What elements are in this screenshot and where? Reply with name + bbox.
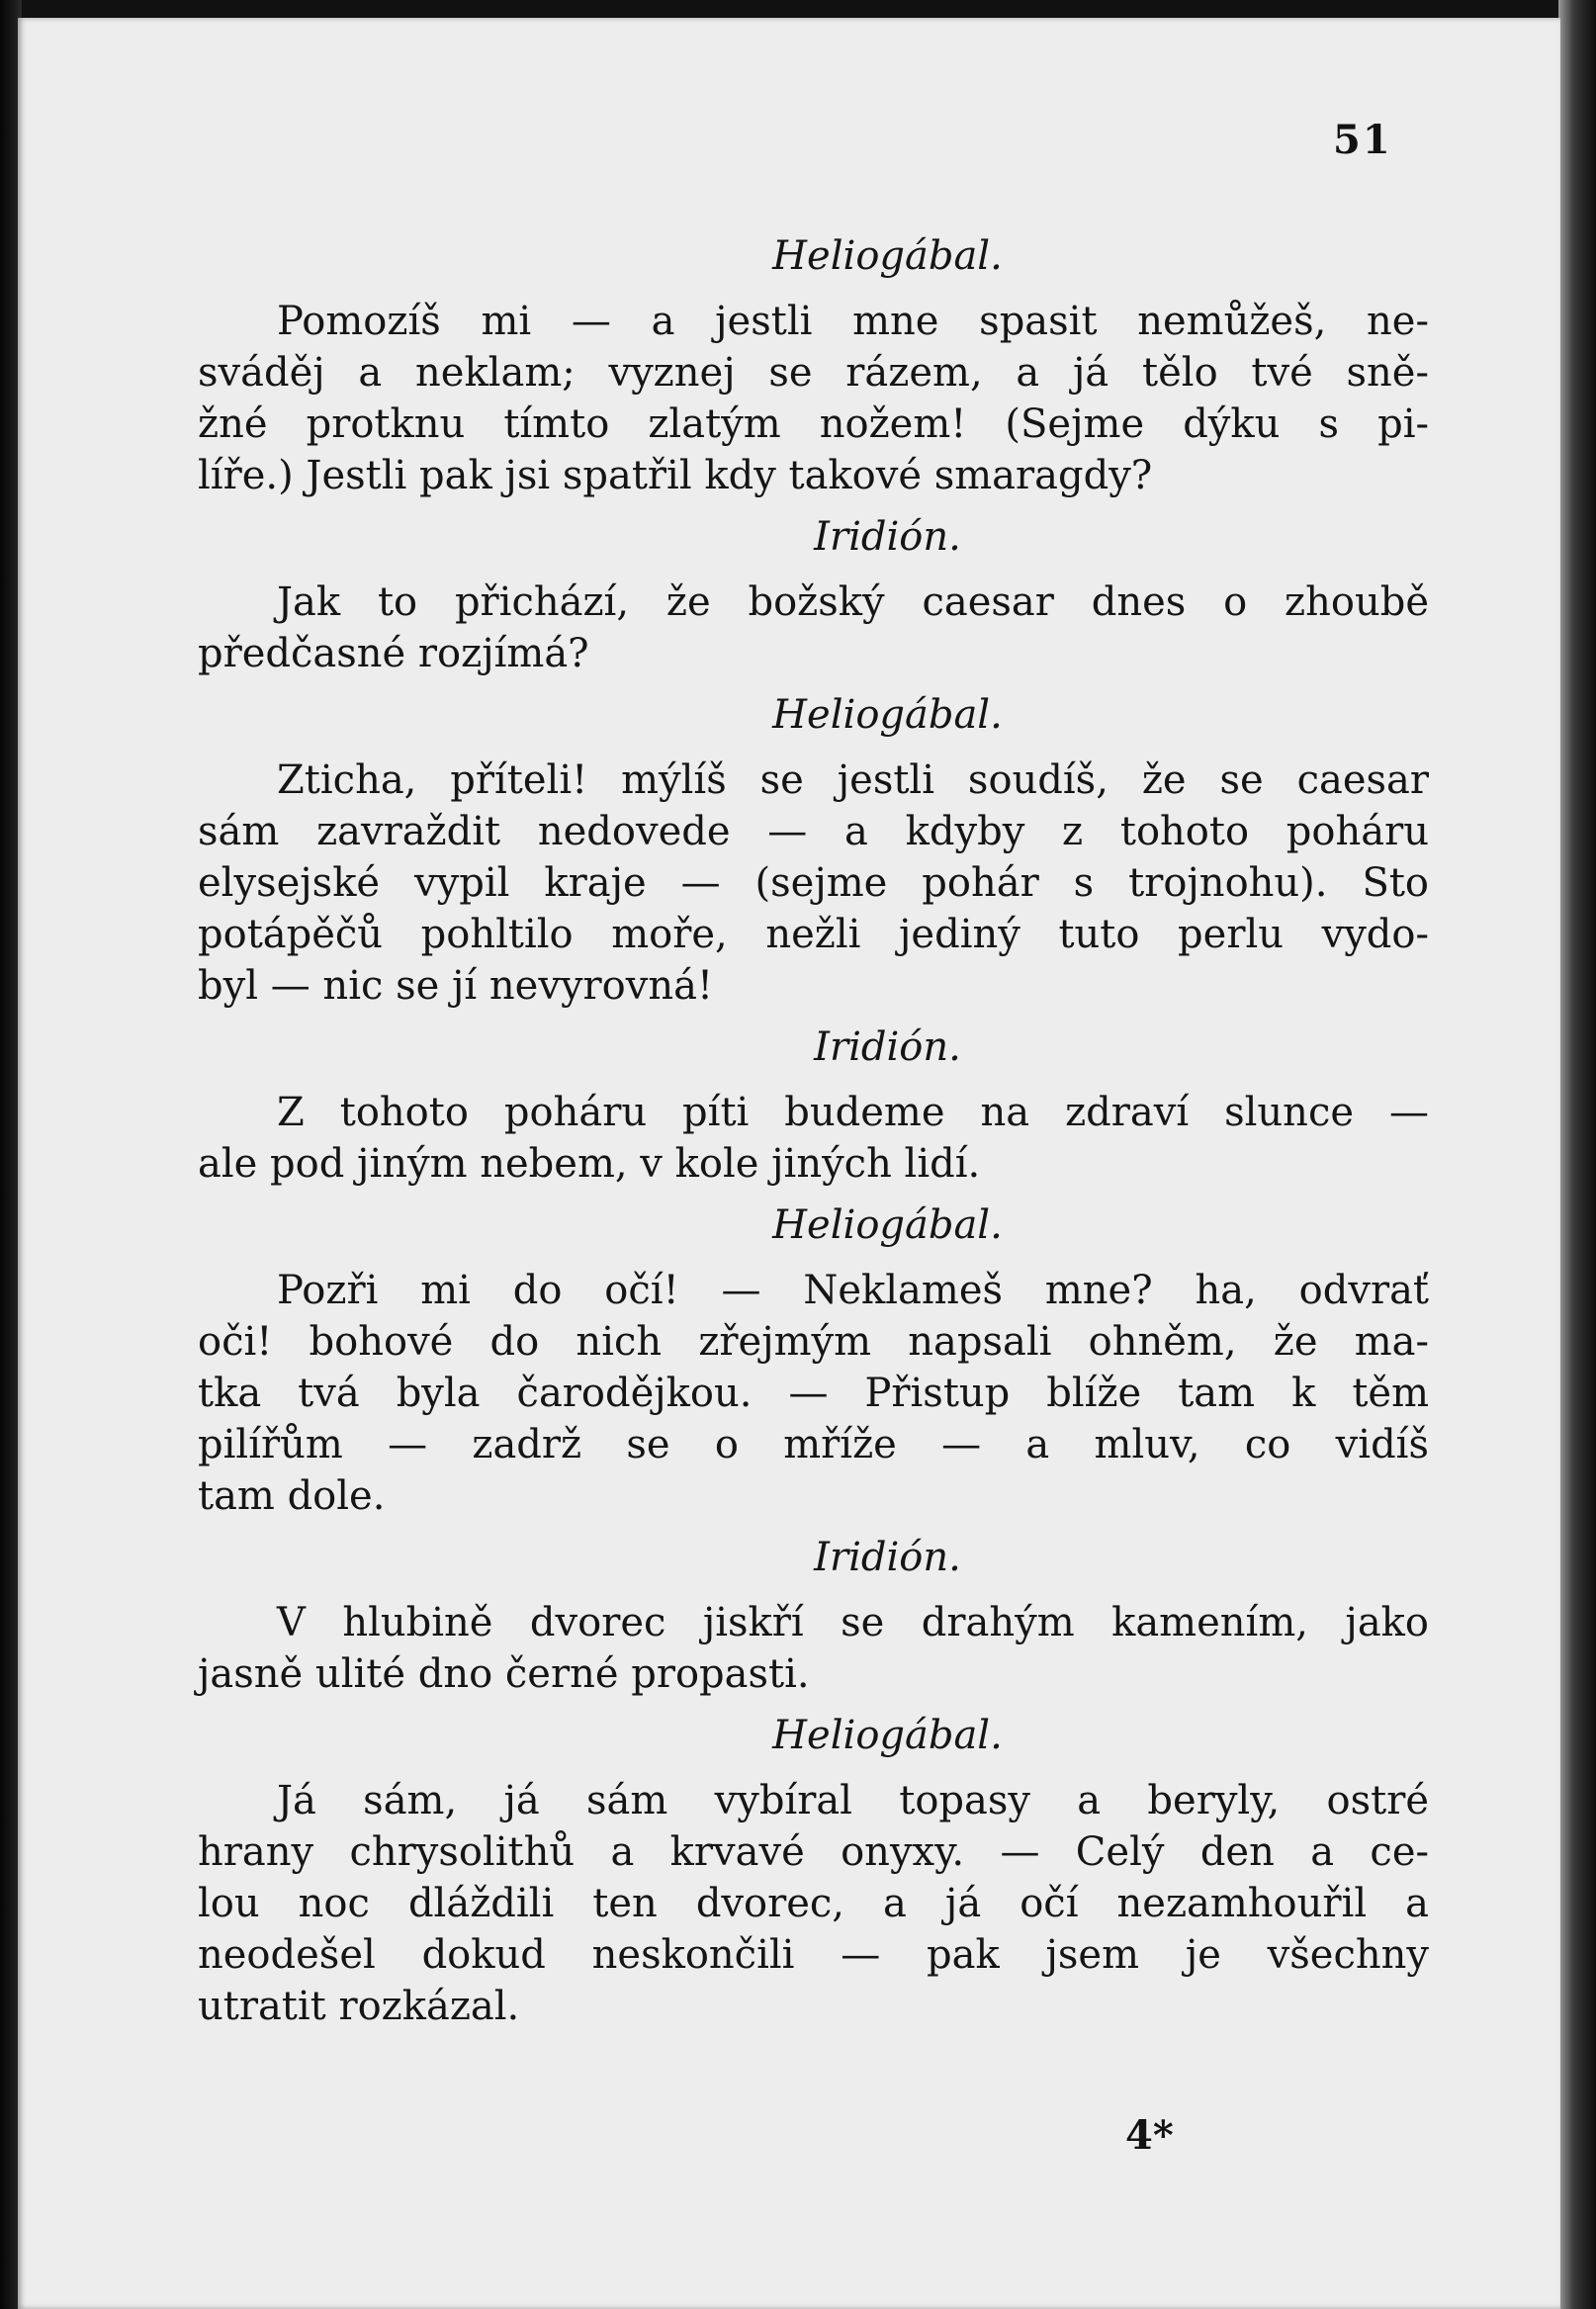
- text-line: předčasné rozjímá?: [198, 631, 589, 676]
- speaker-name: Iridión.: [814, 514, 961, 560]
- speech-paragraph: [198, 296, 1429, 501]
- page-number: 51: [1333, 117, 1392, 163]
- dialogue-text: [198, 230, 1429, 2042]
- speech-paragraph: [198, 755, 1429, 1012]
- text-line: Já sám, já sám vybíral topasy a beryly, ostré: [277, 1778, 1429, 1823]
- scan-right-edge: [1558, 0, 1596, 2309]
- speaker-name: Heliogábal.: [772, 233, 1003, 279]
- text-line: Pozři mi do očí! — Neklameš mne? ha, odvrať: [277, 1268, 1429, 1313]
- text-line: tam dole.: [198, 1473, 386, 1519]
- text-line: pilířům — zadrž se o mříže — a mluv, co vidíš: [198, 1422, 1429, 1467]
- text-line: elysejské vypil kraje — (sejme pohár s trojnohu). Sto: [198, 860, 1429, 906]
- text-line: lou noc dláždili ten dvorec, a já očí nezamhouřil a: [198, 1881, 1429, 1926]
- text-line: tka tvá byla čarodějkou. — Přistup blíže tam k těm: [198, 1371, 1429, 1416]
- text-line: utratit rozkázal.: [198, 1984, 520, 2029]
- text-line: potápěčů pohltilo moře, nežli jediný tuto perlu vydo-: [198, 912, 1429, 957]
- text-line: Jak to přichází, že božský caesar dnes o zhoubě: [277, 579, 1429, 625]
- text-line: V hlubině dvorec jiskří se drahým kamením, jako: [277, 1600, 1429, 1645]
- signature-mark: 4*: [1125, 2112, 1174, 2159]
- text-line: jasně ulité dno černé propasti.: [198, 1651, 810, 1697]
- speech-paragraph: [198, 1087, 1429, 1190]
- scan-top-edge: [0, 0, 1596, 20]
- speaker-name: Heliogábal.: [772, 1713, 1003, 1758]
- speaker-name: Heliogábal.: [772, 692, 1003, 738]
- text-line: líře.) Jestli pak jsi spatřil kdy takové smaragdy?: [198, 453, 1153, 498]
- speaker-name: Iridión.: [814, 1024, 961, 1070]
- speech-paragraph: [198, 577, 1429, 679]
- speech-paragraph: [198, 1265, 1429, 1522]
- speaker-name: Heliogábal.: [772, 1202, 1003, 1248]
- text-line: Pomozíš mi — a jestli mne spasit nemůžeš, ne-: [277, 299, 1429, 344]
- text-line: Zticha, příteli! mýlíš se jestli soudíš, že se caesar: [277, 757, 1429, 803]
- text-line: hrany chrysolithů a krvavé onyxy. — Celý den a ce-: [198, 1829, 1429, 1875]
- text-line: oči! bohové do nich zřejmým napsali ohněm, že ma-: [198, 1319, 1429, 1365]
- speech-paragraph: [198, 1597, 1429, 1700]
- text-line: Z tohoto poháru píti budeme na zdraví slunce —: [277, 1090, 1429, 1135]
- book-page: [18, 18, 1560, 2309]
- speech-paragraph: [198, 1775, 1429, 2032]
- text-line: sváděj a neklam; vyznej se rázem, a já tělo tvé sně-: [198, 350, 1429, 396]
- text-line: žné protknu tímto zlatým nožem! (Sejme dýku s pi-: [198, 401, 1429, 447]
- text-line: ale pod jiným nebem, v kole jiných lidí.: [198, 1141, 981, 1187]
- text-line: byl — nic se jí nevyrovná!: [198, 963, 714, 1009]
- text-line: neodešel dokud neskončili — pak jsem je všechny: [198, 1932, 1429, 1978]
- text-line: sám zavraždit nedovede — a kdyby z tohoto poháru: [198, 809, 1429, 854]
- speaker-name: Iridión.: [814, 1535, 961, 1580]
